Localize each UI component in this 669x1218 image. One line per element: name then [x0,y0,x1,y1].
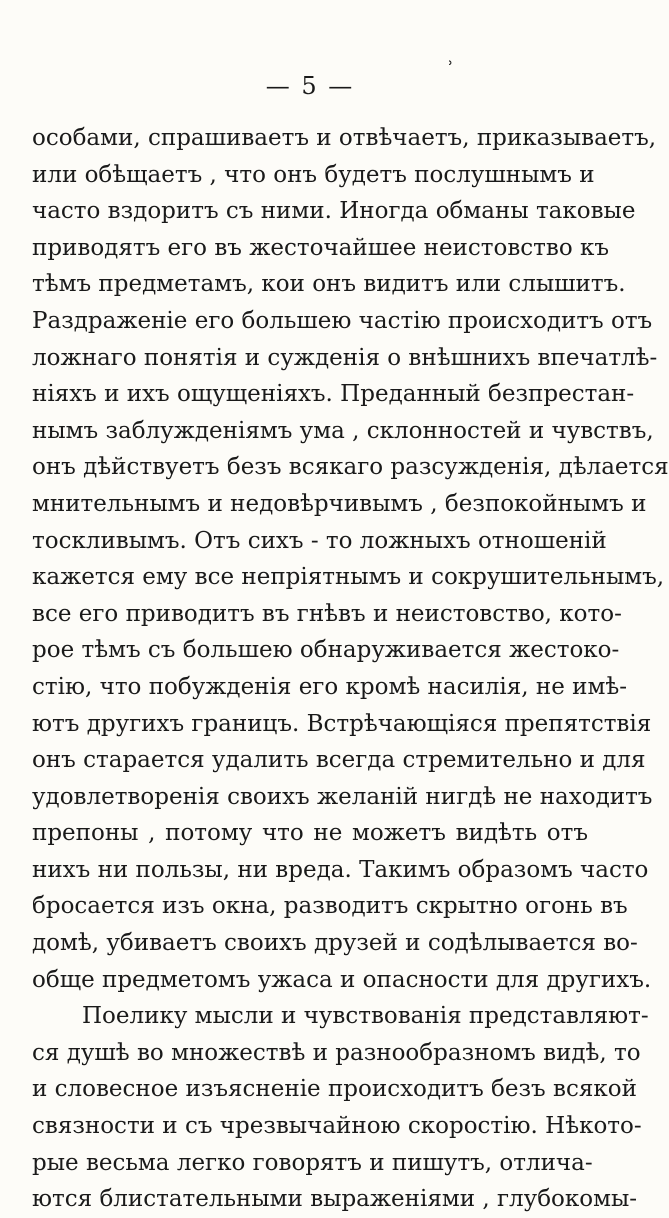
text-line: нихъ ни пользы, ни вреда. Такимъ образомъ часто [32,856,649,883]
text-line: рые весьма легко говорятъ и пишутъ, отлича- [32,1149,593,1176]
paragraph-start-line: Поелику мысли и чувствованія представляют- [82,1003,649,1030]
text-line: рое тѣмъ съ большею обнаруживается жестоко- [32,637,620,664]
text-line: удовлетворенія своихъ желаній нигдѣ не находитъ [32,783,653,810]
text-line: связности и съ чрезвычайною скоростію. Нѣкото- [32,1113,642,1140]
text-line: особами, спрашиваетъ и отвѣчаетъ, приказываетъ, [32,125,657,151]
body-text [32,120,669,1218]
text-line: ложнаго понятія и сужденія о внѣшнихъ впечатлѣ- [32,344,658,371]
text-line: все его приводитъ въ гнѣвъ и неистовство, кото- [32,600,622,627]
text-line: препоны , потому что не можетъ видѣть отъ [32,820,588,847]
text-line: домѣ, убиваетъ своихъ друзей и содѣлывается во- [32,930,638,957]
text-line: ніяхъ и ихъ ощущеніяхъ. Преданный безпрестан- [32,381,635,408]
text-line: онъ старается удалить всегда стремительно и для [32,747,646,774]
text-line: и словесное изъясненіе происходитъ безъ всякой [32,1076,637,1103]
text-line: ютъ другихъ границъ. Встрѣчающіяся препятствія [32,710,652,737]
text-line: бросается изъ окна, разводитъ скрытно огонь въ [32,893,628,920]
text-line: нымъ заблужденіямъ ума , склонностей и чувствъ, [32,417,654,444]
text-line: приводятъ его въ жесточайшее неистовство къ [32,234,610,261]
text-line: кажется ему все непріятнымъ и сокрушительнымъ, [32,564,665,591]
text-line: мнительнымъ и недовѣрчивымъ , безпокойнымъ и [32,490,647,517]
text-line: часто вздоритъ съ ними. Иногда обманы таковые [32,198,636,225]
text-line: стію, что побужденія его кромѣ насилія, не имѣ- [32,673,627,700]
text-line: тѣмъ предметамъ, кои онъ видитъ или слышитъ. [32,271,626,298]
text-line: ются блистательными выраженіями , глубокомы- [32,1186,638,1213]
text-line: или обѣщаетъ , что онъ будетъ послушнымъ и [32,161,595,188]
text-line: Раздраженіе его большею частію происходитъ отъ [32,307,653,334]
corner-mark: ʾ [448,58,454,79]
text-line: онъ дѣйствуетъ безъ всякаго разсужденія, дѣлается [32,454,669,481]
page-number: — 5 — [265,72,355,100]
text-line: тоскливымъ. Отъ сихъ - то ложныхъ отношеній [32,527,607,554]
text-line: ся душѣ во множествѣ и разнообразномъ видѣ, то [32,1039,641,1066]
text-line: обще предметомъ ужаса и опасности для другихъ. [32,966,652,993]
